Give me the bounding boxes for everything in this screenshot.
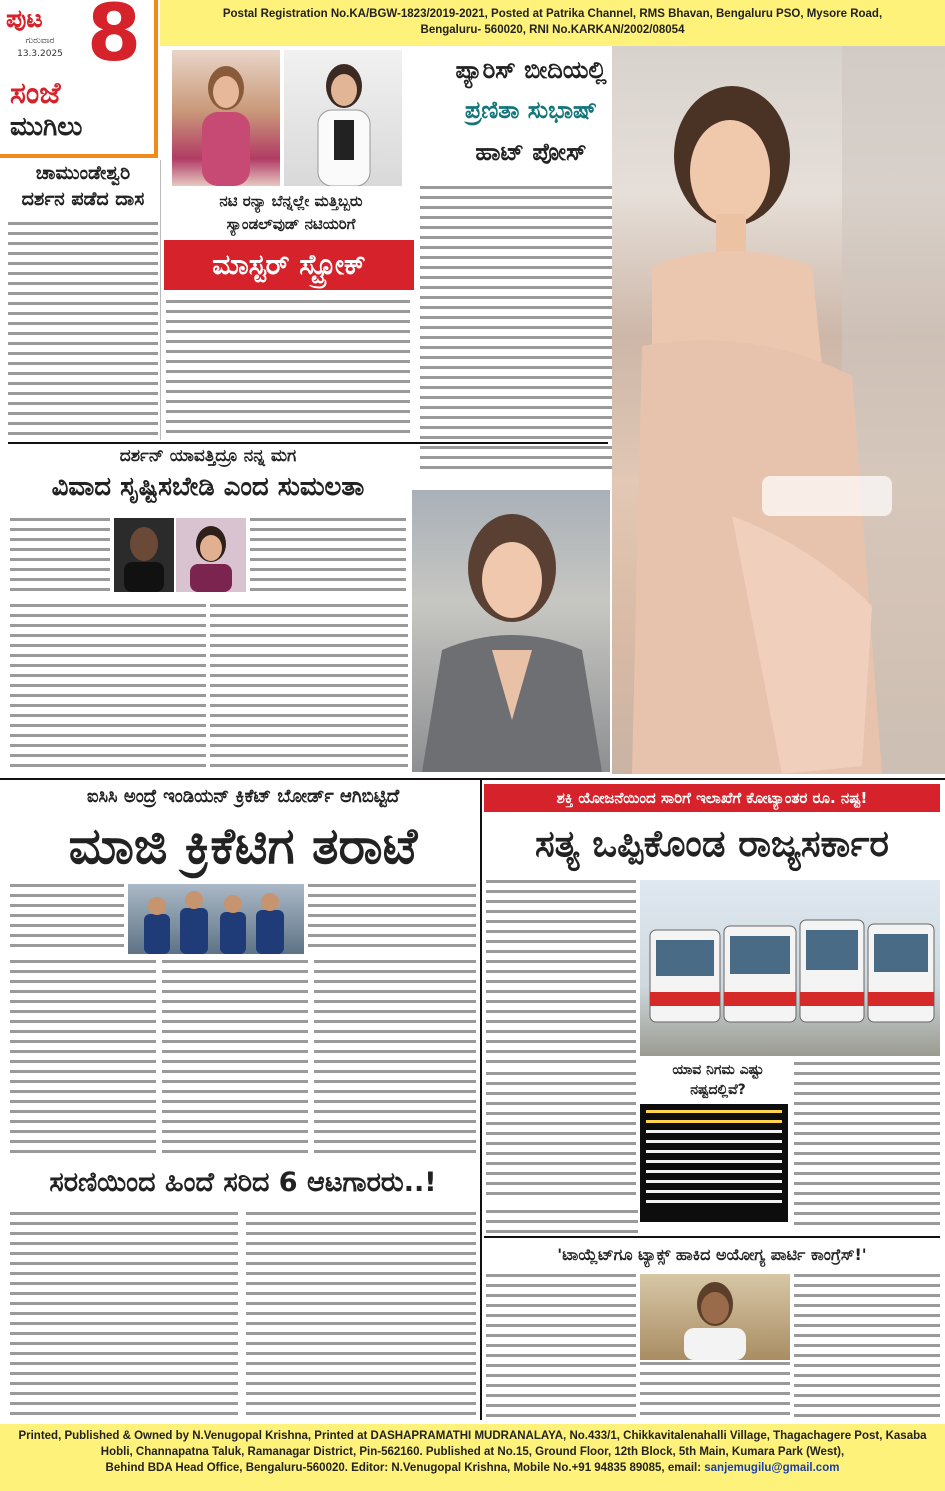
cricket-body-right bbox=[308, 884, 476, 954]
congress-body-col2 bbox=[640, 1362, 790, 1420]
person-icon bbox=[114, 518, 174, 592]
cricket-kicker: ಐಸಿಸಿ ಅಂದ್ರೆ ಇಂಡಿಯನ್ ಕ್ರಿಕೆಟ್ ಬೋರ್ಡ್ ಆಗಿಬಿಟ್ಟಿದೆ bbox=[86, 786, 400, 807]
players-body-col2 bbox=[246, 1212, 476, 1418]
sumalatha-body-col1 bbox=[10, 604, 206, 770]
issue-date: 13.3.2025 bbox=[17, 49, 63, 59]
players-headline: ಸರಣಿಯಿಂದ ಹಿಂದೆ ಸರಿದ 6 ಆಟಗಾರರು..! bbox=[49, 1167, 437, 1198]
sumalatha-kicker: ದರ್ಶನ್ ಯಾವತ್ತಿದ್ರೂ ನನ್ನ ಮಗ bbox=[119, 446, 297, 466]
sumalatha-body-col2 bbox=[210, 604, 408, 770]
cricket-headline: ಮಾಜಿ ಕ್ರಿಕೆಟಿಗ ತರಾಟೆ bbox=[68, 817, 418, 875]
bus-icon bbox=[640, 880, 940, 1056]
darshan-heading-line2: ದರ್ಶನ ಪಡೆದ ದಾಸ bbox=[21, 188, 145, 210]
page-label: ಪುಟ bbox=[6, 4, 43, 33]
sumalatha-photo bbox=[176, 518, 246, 592]
cricket-body-left bbox=[10, 884, 124, 954]
actress-silhouette-icon bbox=[172, 50, 280, 186]
issue-day: ಗುರುವಾರ bbox=[25, 36, 55, 46]
shakti-box-title-line2: ನಷ್ಟದಲ್ಲಿವೆ? bbox=[690, 1082, 746, 1098]
cricket-body-col2 bbox=[162, 960, 308, 1160]
players-group-icon bbox=[128, 884, 304, 954]
person-icon bbox=[640, 1274, 790, 1360]
players-body-col1 bbox=[10, 1212, 238, 1418]
footer-email-link[interactable]: sanjemugilu@gmail.com bbox=[704, 1462, 840, 1474]
page-number: 8 bbox=[86, 0, 142, 79]
darshan-heading-line1: ಚಾಮುಂಡೇಶ್ವರಿ bbox=[35, 162, 131, 184]
shakti-kicker-banner: ಶಕ್ತಿ ಯೋಜನೆಯಿಂದ ಸಾರಿಗೆ ಇಲಾಖೆಗೆ ಕೋಟ್ಯಾಂತರ ರೂ. ನಷ್ಟ! bbox=[484, 784, 940, 812]
pranitha-body-text bbox=[420, 186, 616, 472]
congress-body-col1 bbox=[486, 1274, 636, 1420]
registration-bar bbox=[160, 0, 945, 46]
congress-body-col3 bbox=[794, 1274, 940, 1420]
cricket-body-col1 bbox=[10, 960, 156, 1160]
pranitha-main-photo bbox=[612, 46, 945, 774]
pranitha-headline-line2: ಪ್ರಣಿತಾ ಸುಭಾಷ್ bbox=[464, 96, 598, 124]
ksrtc-buses-photo bbox=[640, 880, 940, 1056]
congress-headline: 'ಟಾಯ್ಲೆಟ್‌ಗೂ ಟ್ಯಾಕ್ಸ್ ಹಾಕಿದ ಅಯೋಗ್ಯ ಪಾರ್ಟಿ ಕಾಂಗ್ರೆಸ್!' bbox=[557, 1245, 867, 1264]
section-divider bbox=[0, 778, 945, 780]
pranitha-portrait-icon bbox=[412, 490, 610, 772]
paper-name-line1: ಸಂಜೆ bbox=[10, 76, 61, 111]
paper-name-line2: ಮುಗಿಲು bbox=[10, 112, 83, 142]
footer-line3 bbox=[4, 1462, 941, 1478]
cricket-body-col3 bbox=[314, 960, 476, 1160]
registration-line1: Postal Registration No.KA/BGW-1823/2019-2021, Posted at Patrika Channel, RMS Bhavan, Bengaluru PSO, Mysore Road, bbox=[222, 8, 883, 20]
pranitha-figure-icon bbox=[612, 46, 945, 774]
section-divider bbox=[484, 1236, 940, 1238]
ramya-kicker-line2: ಸ್ಯಾಂಡಲ್‌ವುಡ್ ನಟಿಯರಿಗೆ bbox=[226, 215, 356, 233]
ramya-kicker-line1: ನಟಿ ರನ್ಯಾ ಬೆನ್ನಲ್ಲೇ ಮತ್ತಿಬ್ಬರು bbox=[219, 192, 363, 210]
shakti-body-top bbox=[486, 880, 636, 1066]
darshan-body-text bbox=[8, 222, 158, 440]
sumalatha-body-right bbox=[250, 518, 406, 602]
actress-photo-2 bbox=[284, 50, 402, 186]
sumalatha-body-left bbox=[10, 518, 110, 602]
column-divider bbox=[480, 780, 482, 1420]
shakti-body-right bbox=[794, 1062, 940, 1232]
footer-line2: Hobli, Channapatna Taluk, Ramanagar District, Pin-562160. Published at No.15, Ground Floor, 12th Block, 5th Main, Kumara Park (West), bbox=[100, 1446, 845, 1458]
registration-line2: Bengaluru- 560020, RNI No.KARKAN/2002/08054 bbox=[420, 24, 685, 36]
shakti-box-title-line1: ಯಾವ ನಿಗಮ ಎಷ್ಟು bbox=[672, 1062, 764, 1078]
sumalatha-headline: ವಿವಾದ ಸೃಷ್ಟಿಸಬೇಡಿ ಎಂದ ಸುಮಲತಾ bbox=[51, 472, 365, 502]
actress-silhouette-icon bbox=[284, 50, 402, 186]
column-divider bbox=[160, 160, 161, 440]
pranitha-headline-line1: ಪ್ಯಾರಿಸ್ ಬೀದಿಯಲ್ಲಿ bbox=[455, 56, 607, 84]
ramya-body-text bbox=[166, 300, 410, 440]
shakti-headline: ಸತ್ಯ ಒಪ್ಪಿಕೊಂಡ ರಾಜ್ಯಸರ್ಕಾರ bbox=[535, 822, 889, 865]
footer-line1: Printed, Published & Owned by N.Venugopal Krishna, Printed at DASHAPRAMATHI MUDRANALAYA, No.433/1, Chikkavitalenahalli Village, Thagachagere Post, Kasaba bbox=[18, 1430, 927, 1442]
pranitha-second-photo bbox=[412, 490, 610, 772]
person-icon bbox=[176, 518, 246, 592]
footer-address: Behind BDA Head Office, Bengaluru-560020. Editor: N.Venugopal Krishna, Mobile No.+91 94835 89085, email: bbox=[105, 1462, 705, 1474]
shakti-loss-box-text bbox=[646, 1110, 782, 1216]
section-divider bbox=[8, 442, 608, 444]
pranitha-headline-line3: ಹಾಟ್ ಪೋಸ್ bbox=[475, 138, 587, 166]
shakti-body-mid bbox=[486, 1072, 636, 1202]
darshan-photo bbox=[114, 518, 174, 592]
team-india-photo bbox=[128, 884, 304, 954]
ramya-headline: ಮಾಸ್ಟರ್ ಸ್ಟ್ರೋಕ್ bbox=[164, 240, 414, 290]
politician-photo bbox=[640, 1274, 790, 1360]
actress-photo-1 bbox=[172, 50, 280, 186]
